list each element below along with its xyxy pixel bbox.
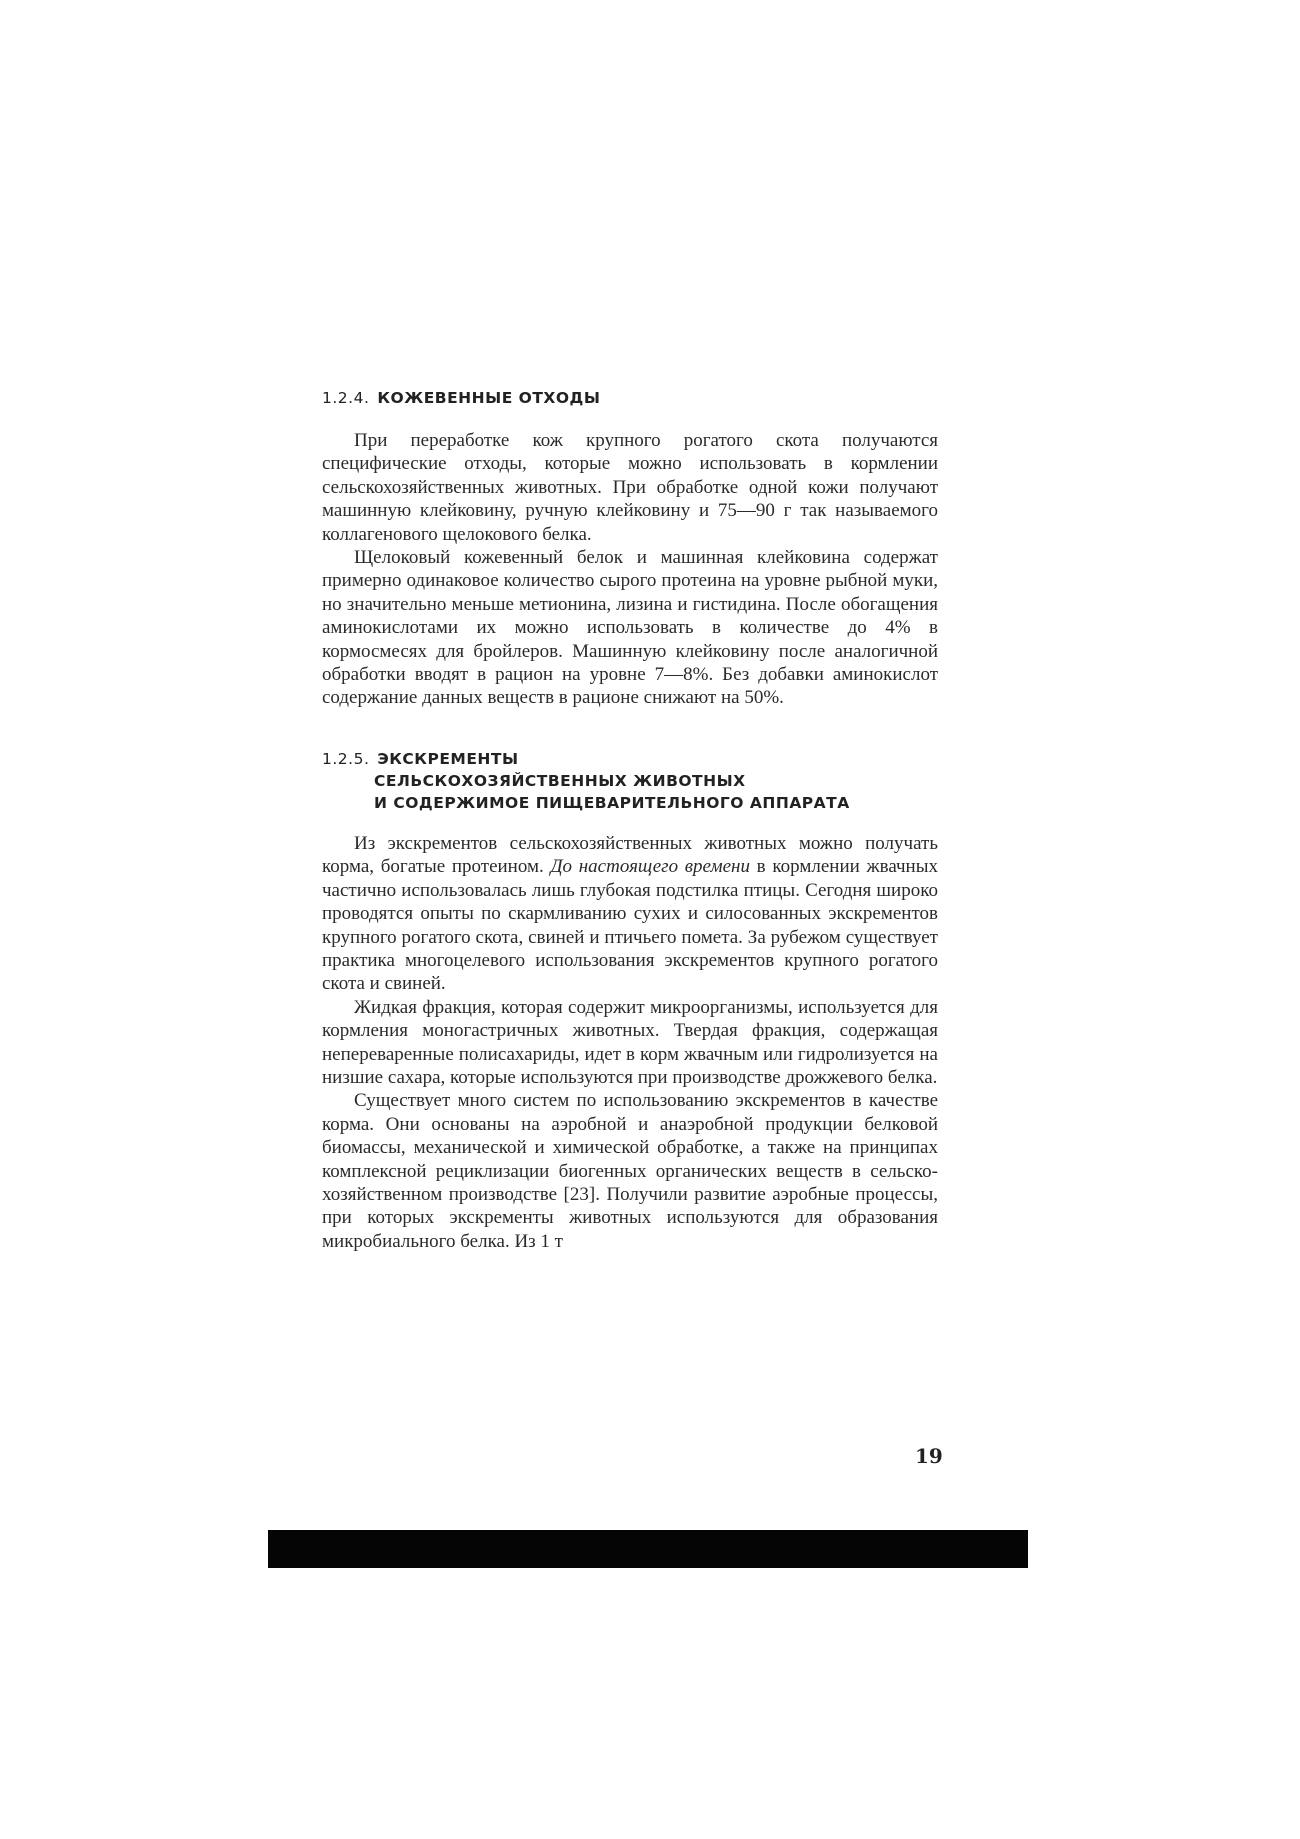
section-number: 1.2.5. <box>322 749 370 768</box>
emphasis-text: До настоящего времени <box>550 856 750 878</box>
section-heading-1-2-5 <box>322 748 938 814</box>
paragraph: Существует много систем по использованию экскрементов в качестве корма. Они основаны на аэробной и анаэробной продукции белковой биомассы, механической и химической обработке, а также на принципах комплексной рециклизации биогенных органических веществ в сельскохозяйственном производстве [23]. Получили развитие аэробные процессы, при которых экскременты животных используются для образования микробиального белка. Из 1 т <box>322 1090 938 1252</box>
section-title-text: ЭКСКРЕМЕНТЫ <box>377 749 519 768</box>
page-content <box>322 388 938 1253</box>
spacer <box>322 409 938 429</box>
section-title-line: И СОДЕРЖИМОЕ ПИЩЕВАРИТЕЛЬНОГО АППАРАТА <box>374 793 850 812</box>
paragraph-text: в кормлении жвачных частично использовалась лишь глубокая подстилка птицы. Сегодня широко проводятся опыты по скармливанию сухих и силосованных экскрементов крупного рогатого скота, свиней и птичьего помета. За рубежом существует практика многоцелевого использования экскрементов крупного рогатого скота и свиней. <box>322 856 938 995</box>
paragraph <box>322 832 938 996</box>
spacer <box>322 710 938 748</box>
section-title-line <box>322 748 938 770</box>
section-title-line: СЕЛЬСКОХОЗЯЙСТВЕННЫХ ЖИВОТНЫХ <box>374 771 746 790</box>
spacer <box>322 814 938 832</box>
scan-border-bar <box>268 1530 1028 1568</box>
section-heading-1-2-4 <box>322 388 938 409</box>
paragraph: При переработке кож крупного рогатого скота получаются специфические отходы, которые можно использовать в кормлении сельскохозяйственных животных. При обработке одной кожи получают машинную клейковину, ручную клейковину и 75—90 г так называемого коллагенового щелокового белка. <box>322 430 938 545</box>
page-number: 19 <box>915 1444 943 1468</box>
paragraph: Жидкая фракция, которая содержит микроорганизмы, используется для кормления моногастричных животных. Твердая фракция, содержащая непереваренные полисахариды, идет в корм жвачным или гидролизуется на низшие сахара, которые используются при производстве дрожжевого белка. <box>322 996 938 1088</box>
paragraph: Щелоковый кожевенный белок и машинная клейковина содержат примерно одинаковое количество сырого протеина на уровне рыбной муки, но значительно меньше метионина, лизина и гистидина. После обогащения аминокислотами их можно использовать в количестве до 4% в кормосмесях для бройлеров. Машинную клейковину после аналогичной обработки вводят в рацион на уровне 7—8%. Без добавки аминокислот содержание данных веществ в рационе снижают на 50%. <box>322 547 938 709</box>
section-number: 1.2.4. <box>322 389 370 407</box>
paragraph-text: Из экскрементов сельскохозяйственных животных можно получать корма, богатые протеином. <box>322 832 938 878</box>
section-title: КОЖЕВЕННЫЕ ОТХОДЫ <box>377 389 601 407</box>
